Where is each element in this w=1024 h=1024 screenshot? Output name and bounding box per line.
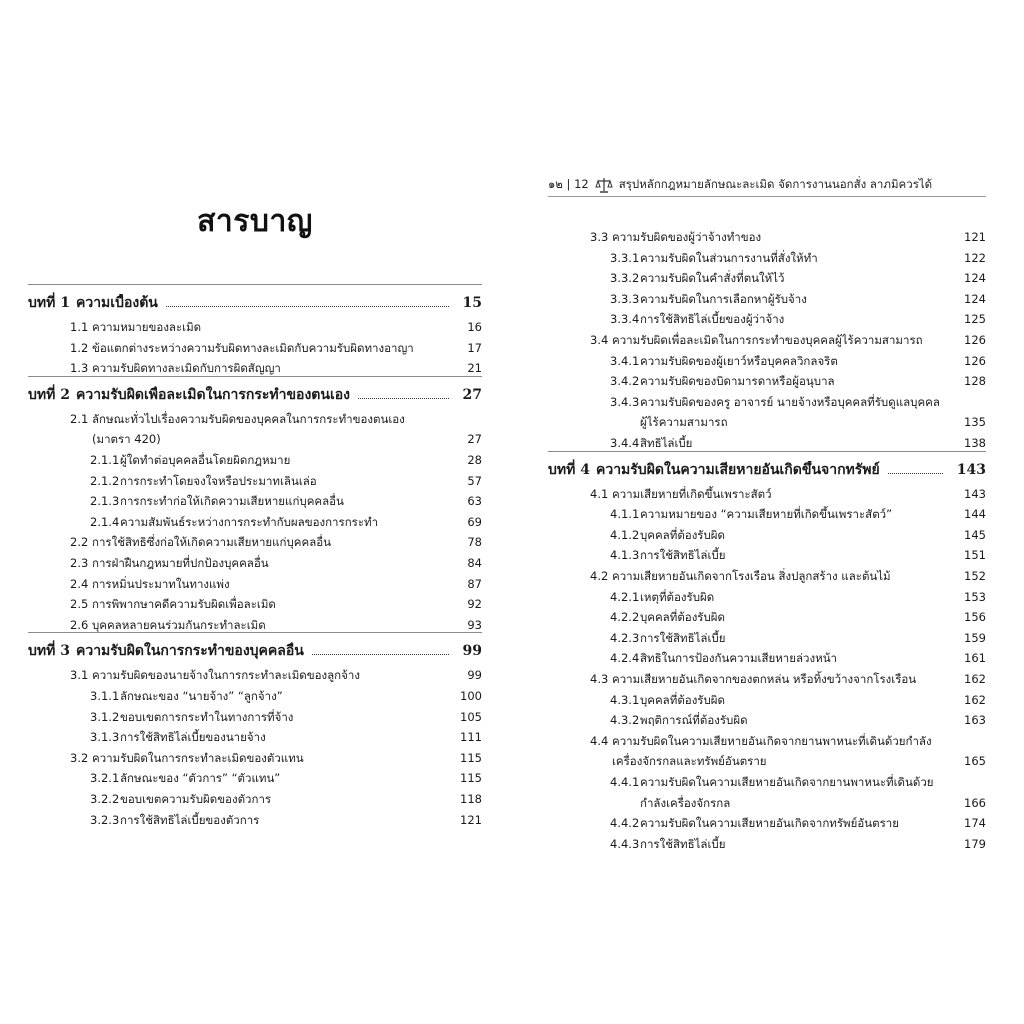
toc-entry — [610, 411, 986, 431]
entry-number: 3.2.2 — [90, 792, 120, 806]
page-number: 17 — [467, 340, 482, 355]
entry-number: 3.4.2 — [610, 374, 640, 389]
toc-entry — [70, 573, 482, 593]
entry-number: 4.1 — [590, 486, 609, 501]
entry-number: 4.4.3 — [610, 836, 640, 851]
entry-number: 2.2 — [70, 535, 89, 550]
entry-number: 4.1.3 — [610, 548, 640, 563]
chapter-entry — [548, 459, 986, 479]
toc-entry — [590, 226, 986, 246]
page-number: 124 — [964, 291, 986, 306]
page-number: 143 — [964, 486, 986, 501]
entry-title: ความรับผิดในส่วนการงานที่สั่งให้ทำ — [640, 250, 818, 265]
toc-entry — [70, 552, 482, 572]
page-number: 84 — [467, 556, 482, 570]
entry-title: (มาตรา 420) — [92, 432, 161, 447]
entry-title: ลักษณะของ “ตัวการ” “ตัวแทน” — [120, 771, 281, 786]
entry-title: ความรับผิดของครู อาจารย์ นายจ้างหรือบุคคลที่รับดูแลบุคคล — [640, 394, 940, 409]
page-header — [548, 174, 986, 197]
page-number: 21 — [467, 361, 482, 376]
entry-number: 3.4.4 — [610, 436, 640, 450]
page-number: 126 — [964, 353, 986, 368]
toc-entry — [70, 531, 482, 551]
entry-number: 3.2.1 — [90, 771, 120, 786]
entry-title: ข้อแตกต่างระหว่างความรับผิดทางละเมิดกับความรับผิดทางอาญา — [92, 340, 414, 355]
page-number: 57 — [467, 473, 482, 488]
entry-title: ผู้ใดทำต่อบุคคลอื่นโดยผิดกฎหมาย — [120, 453, 291, 467]
toc-entry — [90, 726, 482, 746]
entry-title: ความรับผิดของผู้ว่าจ้างทำของ — [612, 230, 762, 244]
page-number: 115 — [460, 750, 482, 765]
entry-title: ความเบื้องต้น — [75, 295, 158, 311]
entry-number: 3.4.1 — [610, 353, 640, 368]
toc-entry — [610, 812, 986, 832]
toc-entry — [70, 316, 482, 336]
entry-title: เหตุที่ต้องรับผิด — [640, 589, 715, 604]
toc-entry — [90, 490, 482, 510]
entry-number: 3.2.3 — [90, 812, 120, 827]
entry-number: 1.2 — [70, 340, 89, 355]
dot-leader — [888, 473, 943, 474]
entry-title: ความหมายของละเมิด — [92, 320, 202, 334]
entry-title: ความรับผิดของบิดามารดาหรือผู้อนุบาล — [640, 374, 835, 389]
entry-number: 2.4 — [70, 576, 89, 591]
toc-entry — [70, 337, 482, 357]
toc-entry — [610, 247, 986, 267]
toc-entry — [610, 288, 986, 308]
entry-number: 4.3 — [590, 672, 609, 686]
entry-title: ขอบเขตความรับผิดของตัวการ — [120, 792, 272, 806]
entry-number: 4.2.3 — [610, 630, 640, 645]
page-number: 121 — [964, 230, 986, 244]
chapter-entry — [28, 292, 482, 312]
entry-title: ความรับผิดเพื่อละเมิดในการกระทำของบุคคลผู้ไร้ความสามารถ — [612, 333, 923, 347]
entry-title: บุคคลที่ต้องรับผิด — [640, 692, 725, 707]
chapter-rule — [28, 284, 482, 285]
entry-title: บุคคลหลายคนร่วมกันกระทำละเมิด — [92, 617, 266, 632]
toc-entry — [590, 730, 986, 750]
entry-title: ความรับผิดของผู้เยาว์หรือบุคคลวิกลจริต — [640, 353, 838, 368]
entry-number: 3.3.3 — [610, 291, 640, 306]
page-number: 156 — [964, 610, 986, 625]
toc-entry — [610, 267, 986, 287]
page-number: 99 — [462, 643, 482, 660]
entry-number: 2.6 — [70, 617, 89, 632]
entry-title: เครื่องจักรกลและทรัพย์อันตราย — [612, 754, 767, 769]
entry-title: การใช้สิทธิไล่เบี้ยของตัวการ — [120, 812, 260, 827]
entry-title: ความสัมพันธ์ระหว่างการกระทำกับผลของการกระทำ — [120, 514, 379, 529]
page-number: 179 — [964, 836, 986, 851]
entry-title: ความรับผิดของนายจ้างในการกระทำละเมิดของลูกจ้าง — [92, 668, 360, 683]
entry-title: การใช้สิทธิซึ่งก่อให้เกิดความเสียหายแก่บุคคลอื่น — [92, 535, 332, 550]
toc-entry — [90, 470, 482, 490]
entry-number: 4.2 — [590, 569, 609, 583]
toc-entry — [90, 449, 482, 469]
entry-number: 1.1 — [70, 320, 89, 334]
toc-entry — [90, 788, 482, 808]
entry-number: 4.2.1 — [610, 589, 640, 604]
page-number: 69 — [467, 514, 482, 529]
entry-title: สิทธิในการป้องกันความเสียหายล่วงหน้า — [640, 651, 838, 666]
page-number: 166 — [964, 795, 986, 810]
entry-title: ความรับผิดในความเสียหายอันเกิดจากทรัพย์อันตราย — [640, 816, 899, 831]
page-number: 174 — [964, 816, 986, 831]
page-number: 165 — [964, 754, 986, 769]
page-number: 152 — [964, 569, 986, 583]
toc-entry — [90, 809, 482, 829]
entry-number: 2.1.4 — [90, 514, 120, 529]
entry-number: บทที่ 1 — [28, 295, 70, 311]
toc-entry — [590, 483, 986, 503]
entry-number: 3.3.4 — [610, 312, 640, 327]
chapter-rule — [28, 376, 482, 377]
toc-entry — [90, 685, 482, 705]
entry-title: บุคคลที่ต้องรับผิด — [640, 527, 725, 542]
entry-title: ลักษณะทั่วไปเรื่องความรับผิดของบุคคลในการกระทำของตนเอง — [92, 411, 405, 426]
entry-number: 3.3.1 — [610, 250, 640, 265]
toc-entry — [590, 668, 986, 688]
toc-entry — [610, 503, 986, 523]
entry-number: บทที่ 4 — [548, 461, 590, 478]
toc-entry — [610, 647, 986, 667]
entry-title: บุคคลที่ต้องรับผิด — [640, 610, 725, 625]
entry-title: ความรับผิดทางละเมิดกับการผิดสัญญา — [92, 361, 281, 376]
entry-title: ความเสียหายอันเกิดจากโรงเรือน สิ่งปลูกสร้าง และต้นไม้ — [612, 569, 891, 583]
page-number: 87 — [467, 576, 482, 591]
entry-title: ความรับผิดในการกระทำของบุคคลอื่น — [75, 643, 304, 660]
page-number: 162 — [964, 672, 986, 686]
entry-number: บทที่ 3 — [28, 643, 70, 660]
entry-title: การพิพากษาคดีความรับผิดเพื่อละเมิด — [92, 597, 276, 612]
toc-entry — [590, 565, 986, 585]
page-number: 163 — [964, 713, 986, 728]
scales-of-justice-icon — [595, 176, 613, 194]
page-number: 93 — [467, 617, 482, 632]
entry-number: 3.2 — [70, 750, 89, 765]
entry-title: ความรับผิดในความเสียหายอันเกิดขึ้นจากทรัพย์ — [595, 461, 880, 478]
chapter-entry — [28, 384, 482, 404]
toc-entry — [610, 544, 986, 564]
page-number: 138 — [964, 436, 986, 450]
entry-title: ความรับผิดในความเสียหายอันเกิดจากยานพาหนะที่เดินด้วย — [640, 775, 934, 789]
entry-number: 4.1.2 — [610, 527, 640, 542]
page-number: 27 — [467, 432, 482, 447]
toc-entry — [610, 350, 986, 370]
entry-title: การฝ่าฝืนกฎหมายที่ปกป้องบุคคลอื่น — [92, 556, 269, 570]
page-number: 143 — [956, 461, 986, 478]
entry-number: 4.3.2 — [610, 713, 640, 728]
toc-entry — [590, 329, 986, 349]
toc-entry — [610, 627, 986, 647]
entry-title: การใช้สิทธิไล่เบี้ยของผู้ว่าจ้าง — [640, 312, 785, 327]
entry-number: 4.2.2 — [610, 610, 640, 625]
page-number: 27 — [462, 386, 482, 403]
entry-number: 2.3 — [70, 556, 89, 570]
page-number: 145 — [964, 527, 986, 542]
toc-entry — [610, 689, 986, 709]
entry-number: 4.2.4 — [610, 651, 640, 666]
book-title-header: สรุปหลักกฎหมายลักษณะละเมิด จัดการงานนอกสั่ง ลาภมิควรได้ — [618, 177, 933, 191]
entry-title: ความรับผิดในการเลือกหาผู้รับจ้าง — [640, 291, 807, 306]
entry-number: 3.4 — [590, 333, 609, 347]
toc-entry — [590, 750, 986, 770]
page-number: 92 — [467, 597, 482, 612]
toc-entry — [90, 511, 482, 531]
chapter-rule — [28, 632, 482, 633]
toc-entry — [610, 524, 986, 544]
entry-title: ความรับผิดเพื่อละเมิดในการกระทำของตนเอง — [75, 386, 350, 403]
toc-entry — [90, 706, 482, 726]
toc-entry — [70, 428, 482, 448]
page-number: 78 — [467, 535, 482, 550]
page-number: 16 — [467, 320, 482, 334]
entry-title: ความเสียหายอันเกิดจากของตกหล่น หรือทิ้งขว้างจากโรงเรือน — [612, 672, 917, 686]
toc-title: สารบาญ — [197, 204, 313, 239]
entry-number: 2.1.1 — [90, 453, 120, 467]
dot-leader — [166, 306, 449, 307]
page-number: 161 — [964, 651, 986, 666]
entry-number: 4.4.1 — [610, 775, 640, 789]
toc-entry — [70, 357, 482, 377]
entry-number: 3.1.2 — [90, 709, 120, 724]
toc-entry — [70, 408, 482, 428]
entry-title: ความหมายของ “ความเสียหายที่เกิดขึ้นเพราะสัตว์” — [640, 507, 893, 522]
toc-entry — [610, 586, 986, 606]
toc-entry — [610, 308, 986, 328]
toc-entry — [70, 747, 482, 767]
entry-number: 2.1 — [70, 411, 89, 426]
toc-entry — [610, 606, 986, 626]
page-number: 122 — [964, 250, 986, 265]
entry-number: 3.1.1 — [90, 689, 120, 703]
toc-entry — [610, 370, 986, 390]
entry-title: การใช้สิทธิไล่เบี้ยของนายจ้าง — [120, 730, 266, 745]
entry-title: กำลังเครื่องจักรกล — [640, 795, 731, 810]
chapter-rule — [548, 451, 986, 452]
toc-entry — [70, 593, 482, 613]
entry-number: 2.1.2 — [90, 473, 120, 488]
page-number: 100 — [460, 689, 482, 703]
toc-entry — [610, 391, 986, 411]
toc-entry — [70, 664, 482, 684]
page-number: 128 — [964, 374, 986, 389]
entry-number: 4.4.2 — [610, 816, 640, 831]
entry-number: 4.3.1 — [610, 692, 640, 707]
dot-leader — [358, 398, 449, 399]
entry-number: 3.4.3 — [610, 394, 640, 409]
entry-title: ผู้ไร้ความสามารถ — [640, 415, 728, 430]
page-number: 99 — [467, 668, 482, 683]
page-number: 63 — [467, 494, 482, 509]
page-number: 159 — [964, 630, 986, 645]
entry-title: การหมิ่นประมาทในทางแพ่ง — [92, 576, 230, 591]
page-number: 28 — [467, 453, 482, 467]
entry-number: 3.1.3 — [90, 730, 120, 745]
page-number: 105 — [460, 709, 482, 724]
page-number: 126 — [964, 333, 986, 347]
page-number: 111 — [460, 730, 482, 745]
entry-title: การกระทำโดยจงใจหรือประมาทเลินเล่อ — [120, 473, 317, 488]
toc-entry — [610, 833, 986, 853]
entry-title: ความรับผิดในความเสียหายอันเกิดจากยานพาหนะที่เดินด้วยกำลัง — [612, 733, 932, 748]
page-number: 162 — [964, 692, 986, 707]
entry-number: 4.4 — [590, 733, 609, 748]
page-number: 118 — [460, 792, 482, 806]
entry-title: ลักษณะของ “นายจ้าง” “ลูกจ้าง” — [120, 689, 283, 703]
entry-title: พฤติการณ์ที่ต้องรับผิด — [640, 713, 748, 728]
entry-number: 3.3 — [590, 230, 609, 244]
toc-entry — [70, 614, 482, 634]
page-number: 121 — [460, 812, 482, 827]
page-number: 135 — [964, 415, 986, 430]
page-number: 125 — [964, 312, 986, 327]
entry-title: ความรับผิดในคำสั่งที่ตนให้ไว้ — [640, 271, 785, 286]
toc-entry — [90, 767, 482, 787]
entry-number: บทที่ 2 — [28, 386, 70, 403]
toc-entry — [610, 771, 986, 791]
page-number: 144 — [964, 507, 986, 522]
chapter-entry — [28, 640, 482, 660]
entry-number: 1.3 — [70, 361, 89, 376]
page-number: 15 — [462, 295, 482, 311]
entry-title: การใช้สิทธิไล่เบี้ย — [640, 836, 726, 851]
entry-number: 3.3.2 — [610, 271, 640, 286]
page-number-marker: ๑๒ | 12 — [548, 177, 589, 191]
entry-title: การใช้สิทธิไล่เบี้ย — [640, 630, 726, 645]
dot-leader — [312, 654, 449, 655]
entry-number: 2.1.3 — [90, 494, 120, 509]
entry-title: ความเสียหายที่เกิดขึ้นเพราะสัตว์ — [612, 486, 772, 501]
entry-number: 2.5 — [70, 597, 89, 612]
toc-entry — [610, 432, 986, 452]
entry-title: การกระทำก่อให้เกิดความเสียหายแก่บุคคลอื่น — [120, 494, 344, 509]
entry-title: ขอบเขตการกระทำในทางการที่จ้าง — [120, 709, 294, 724]
entry-number: 4.1.1 — [610, 507, 640, 522]
page-number: 153 — [964, 589, 986, 604]
page-number: 115 — [460, 771, 482, 786]
toc-entry — [610, 792, 986, 812]
entry-number: 3.1 — [70, 668, 89, 683]
page-number: 151 — [964, 548, 986, 563]
toc-entry — [610, 709, 986, 729]
entry-title: ความรับผิดในการกระทำละเมิดของตัวแทน — [92, 750, 304, 765]
entry-title: สิทธิไล่เบี้ย — [640, 436, 693, 450]
page-number: 124 — [964, 271, 986, 286]
entry-title: การใช้สิทธิไล่เบี้ย — [640, 548, 726, 563]
